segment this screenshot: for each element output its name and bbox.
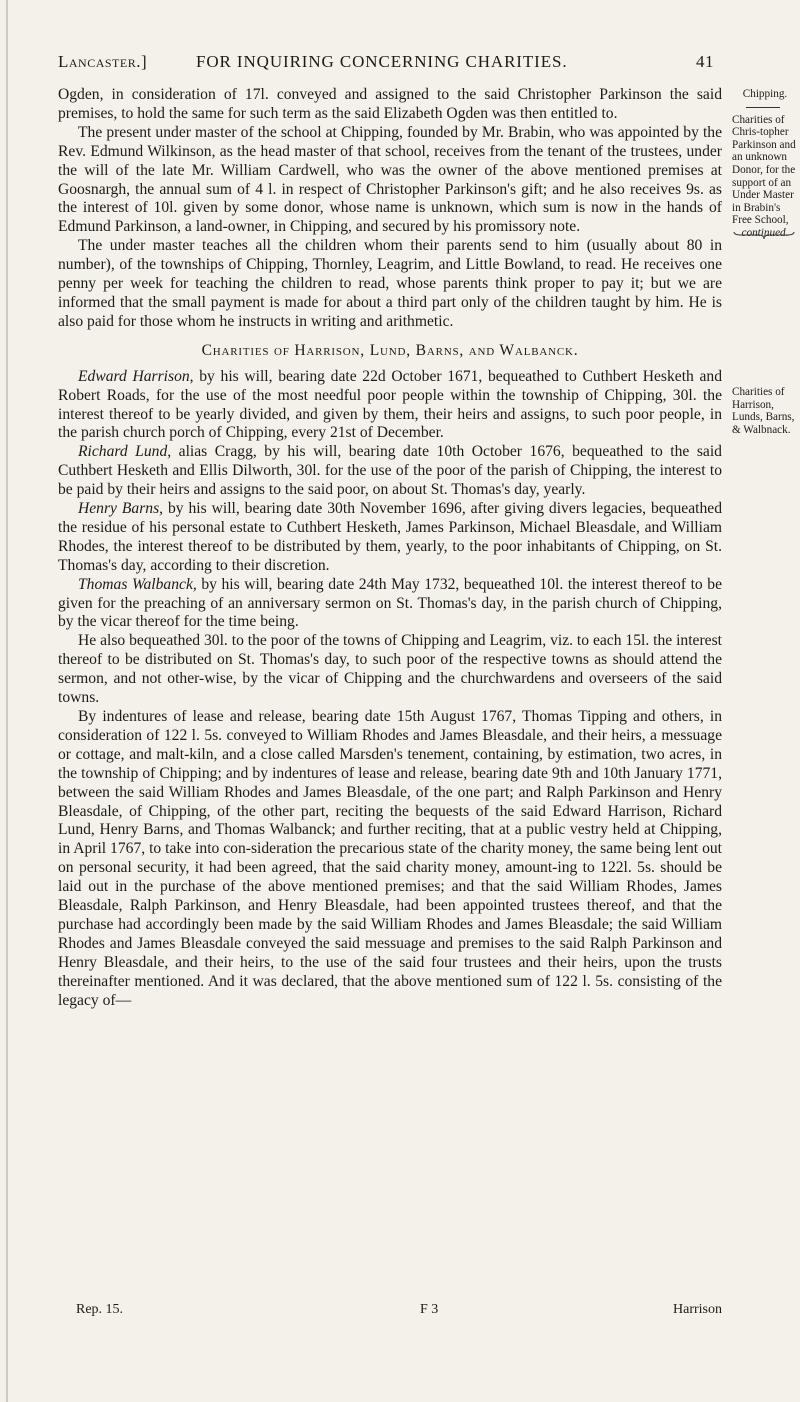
margin-note-harrison: Charities of Harrison, Lunds, Barns, & Walbnack. xyxy=(732,386,795,436)
report-number: Rep. 15. xyxy=(76,1302,124,1317)
section-heading: Charities of Harrison, Lund, Barns, and Walbanck. xyxy=(201,341,579,359)
running-title: FOR INQUIRING CONCERNING CHARITIES. xyxy=(196,52,568,71)
margin-note-parkinson: Charities of Chris-topher Parkinson and an unknown Donor, for the support of an Under Master in Brabin's Free School, xyxy=(732,113,796,227)
paragraph-9: By indentures of lease and release, bearing date 15th August 1767, Thomas Tipping and others, in consideration of 122 l. 5s. conveyed to William Rhodes and James Bleasdale, and their heirs, a messuage or cottage, and malt-kiln, and a close called Marsden's tenement, containing, by estimation, two acres, in the township of Chipping; and by indentures of lease and release, bearing date 9th and 10th January 1771, between the said William Rhodes and James Bleasdale, of the one part; and Ralph Parkinson and Henry Bleasdale, of Chipping, of the other part, reciting the bequests of the said Edward Harrison, Richard Lund, Henry Barns, and Thomas Walbanck; and further reciting, that at a public vestry held at Chipping, in April 1767, to take into con-sideration the precarious state of the charity money, the same being lent out on personal security, it had been agreed, that the said charity money, amount-ing to 122l. 5s. should be laid out in the purchase of the above mentioned premises; and that the said William Rhodes, James Bleasdale, Ralph Parkinson, and Henry Bleasdale, had been appointed trustees thereof, and that the purchase had accordingly been made by the said William Rhodes and James Bleasdale; the said William Rhodes and James Bleasdale conveyed the said messuage and premises to the said Ralph Parkinson and Henry Bleasdale, and their heirs, to the use of the said four trustees and their heirs, upon the trusts thereinafter mentioned. And it was declared, that the above mentioned sum of 122 l. 5s. consisting of the legacy of— xyxy=(58,708,722,1009)
paragraph-walbanck: Thomas Walbanck, by his will, bearing date 24th May 1732, bequeathed 10l. the interest thereof to be given for the preaching of an anniversary sermon on St. Thomas's day, in the parish church of Chipping, by the vicar thereof for the time being. xyxy=(58,575,722,631)
paragraph-barns: Henry Barns, by his will, bearing date 30th November 1696, after giving divers legacies, bequeathed the residue of his personal estate to Cuthbert Hesketh, James Parkinson, Michael Bleasdale, and William Rhodes, the interest thereof to be distributed by them, yearly, to the poor inhabitants of Chipping, on St. Thomas's day, according to their discretion. xyxy=(58,500,722,574)
name-lund: Richard Lund, xyxy=(78,443,172,461)
page-edge xyxy=(6,0,8,1402)
paragraph-8: He also bequeathed 30l. to the poor of the towns of Chipping and Leagrim, viz. to each 15l. the interest thereof to be distributed on St. Thomas's day, to such poor of the respective towns as should attend the sermon, and not other-wise, by the vicar of Chipping and the churchwardens and overseers of the said towns. xyxy=(58,632,722,707)
main-text xyxy=(58,86,722,1011)
paragraph-2: The present under master of the school at Chipping, founded by Mr. Brabin, who was appointed by the Rev. Edmund Wilkinson, as the head master of that school, receives from the tenant of the trustees, under the will of the late Mr. William Cardwell, who was the owner of the above mentioned premises at Goosnargh, the annual sum of 4 l. in respect of Christopher Parkinson's gift; and he also receives 9s. as the interest of 10l. given by some donor, whose name is unknown, which sum is now in the hands of Edmund Parkinson, a land-owner, in Chipping, and secured by his promissory note. xyxy=(58,123,722,236)
margin-note-continued: continued. xyxy=(741,226,789,239)
name-harrison: Edward Harrison, xyxy=(78,367,194,385)
margin-note-chipping: Chipping. Charities of Chris-topher Parkinson and an unknown Donor, for the support of an Under Master in Brabin's Free School, continued. xyxy=(732,88,798,240)
brace-icon xyxy=(733,230,795,240)
paragraph-harrison: Edward Harrison, by his will, bearing date 22d October 1671, bequeathed to Cuthbert Hesketh and Robert Roads, for the use of the most needful poor people within the township of Chipping, 30l. the interest thereof to be yearly divided, and given by them, their heirs and assigns, to such poor people, in the parish church porch of Chipping, every 21st of December. xyxy=(58,367,723,442)
catchword: Harrison xyxy=(673,1302,722,1317)
page-number: 41 xyxy=(696,52,714,71)
paragraph-3: The under master teaches all the children whom their parents send to him (usually about 80 in number), of the townships of Chipping, Thornley, Leagrim, and Little Bowland, to read. He receives one penny per week for teaching the children to read, whose parents think proper to pay it; but we are informed that the small payment is made for about a third part only of the children taught by him. He is also paid for those whom he instructs in writing and arithmetic. xyxy=(58,237,722,330)
name-barns: Henry Barns, xyxy=(78,500,164,518)
signature-mark: F 3 xyxy=(420,1302,439,1317)
margin-rule xyxy=(746,107,780,108)
paragraph-lund: Richard Lund, alias Cragg, by his will, bearing date 10th October 1676, bequeathed to the said Cuthbert Hesketh and Ellis Dilworth, 30l. for the use of the poor of the parish of Chipping, the interest to be paid by their heirs and assigns to the said poor, on about St. Thomas's day, yearly. xyxy=(58,443,722,499)
paragraph-1: Ogden, in consideration of 17l. conveyed and assigned to the said Christopher Parkinson the said premises, to hold the same for such term as the said Elizabeth Ogden was then entitled to. xyxy=(58,86,722,122)
running-title-left: Lancaster.] xyxy=(58,52,148,71)
name-walbanck: Thomas Walbanck, xyxy=(78,575,197,593)
